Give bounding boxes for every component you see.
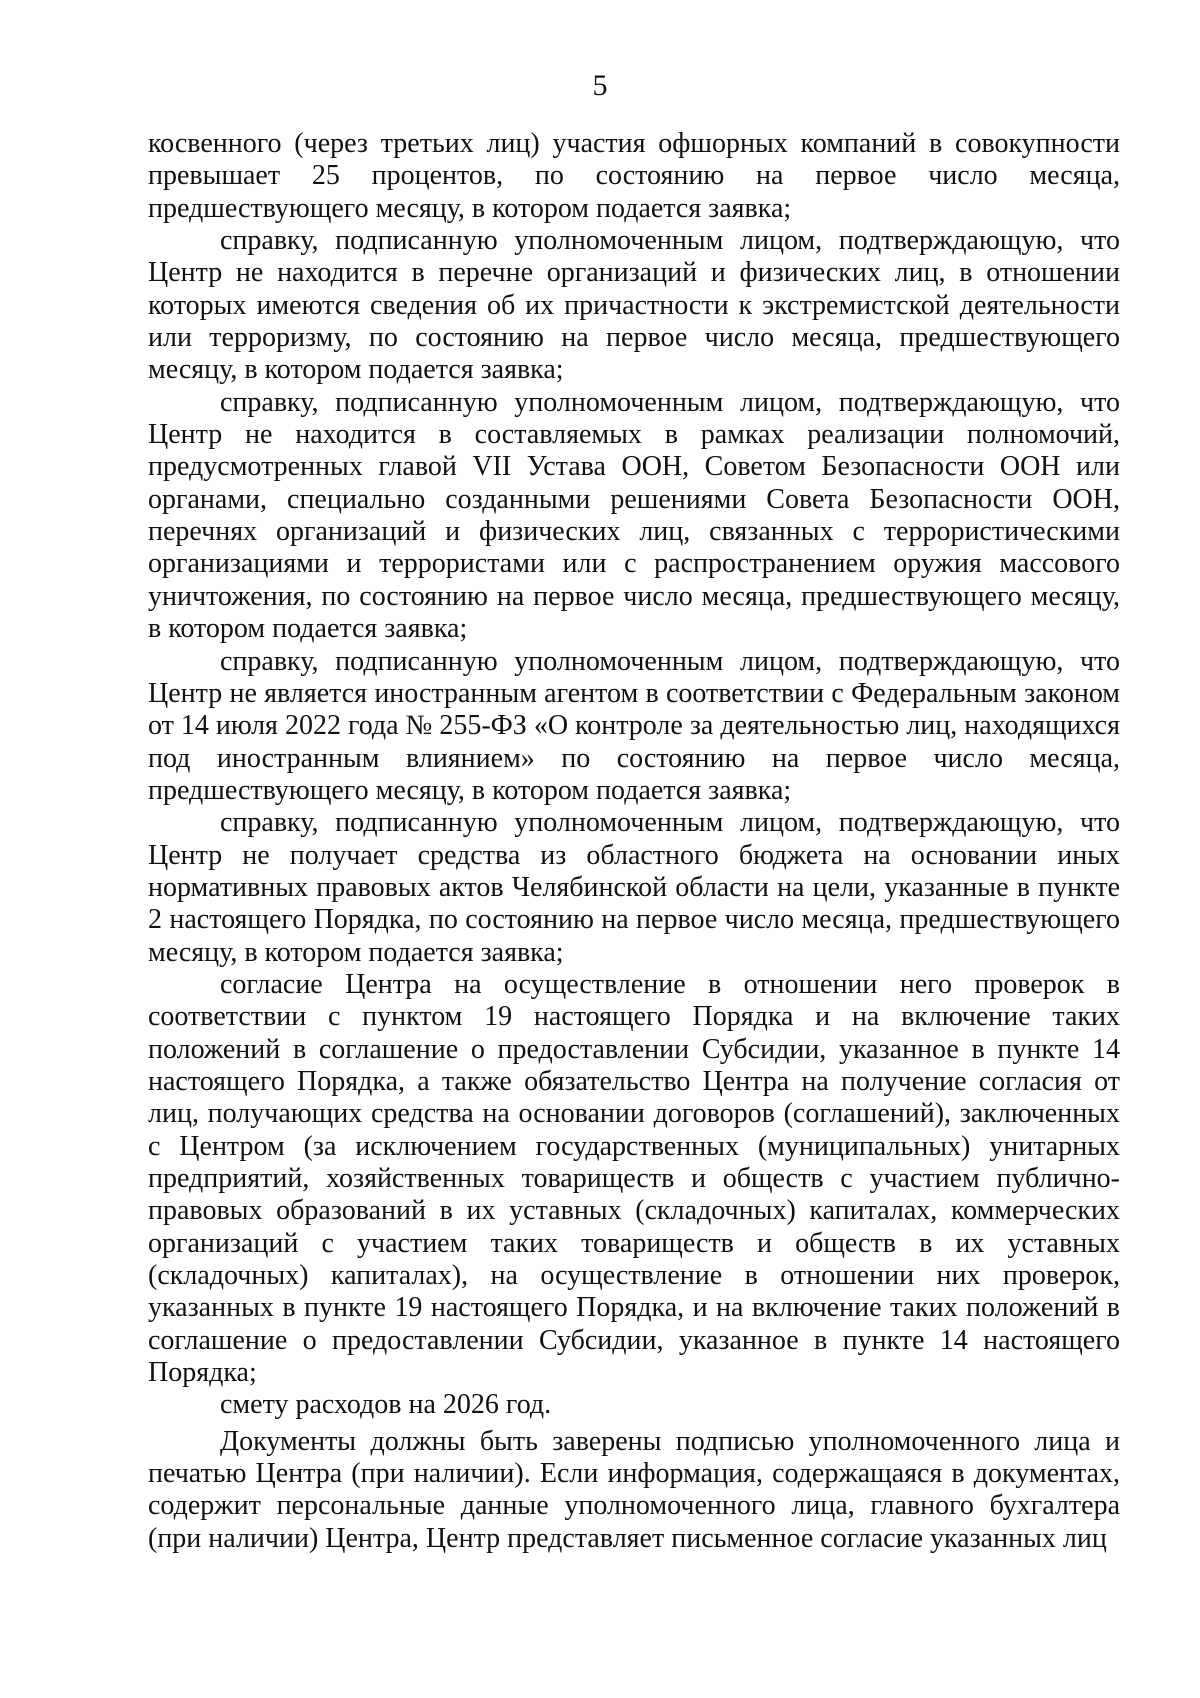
paragraph-budget-funds-certificate: справку, подписанную уполномоченным лицом, подтверждающую, что Центр не получает средства из областного бюджета на основании иных нормативных правовых актов Челябинской области на цели, указанные в пункте 2 настоящего Порядка, по состоянию на первое число месяца, предшествующего месяцу, в котором подается заявка; (148, 807, 1120, 968)
paragraph-extremism-certificate: справку, подписанную уполномоченным лицом, подтверждающую, что Центр не находится в перечне организаций и физических лиц, в отношении которых имеются сведения об их причастности к экстремистской деятельности или терроризму, по состоянию на первое число месяца, предшествующего месяцу, в котором подается заявка; (148, 225, 1120, 386)
paragraph-inspection-consent: согласие Центра на осуществление в отношении него проверок в соответствии с пунктом 19 настоящего Порядка и на включение таких положений в соглашение о предоставлении Субсидии, указанное в пункте 14 настоящего Порядка, а также обязательство Центра на получение согласия от лиц, получающих средства на основании договоров (соглашений), заключенных с Центром (за исключением государственных (муниципальных) унитарных предприятий, хозяйственных товариществ и обществ с участием публично-правовых образований в их уставных (складочных) капиталах, коммерческих организаций с участием таких товариществ и обществ в их уставных (складочных) капиталах), на осуществление в отношении них проверок, указанных в пункте 19 настоящего Порядка, и на включение таких положений в соглашение о предоставлении Субсидии, указанное в пункте 14 настоящего Порядка; (148, 968, 1120, 1389)
page-number: 5 (592, 69, 608, 102)
paragraph-cost-estimate: смету расходов на 2026 год. (220, 1389, 552, 1421)
paragraph-foreign-agent-certificate: справку, подписанную уполномоченным лицом, подтверждающую, что Центр не является иностранным агентом в соответствии с Федеральным законом от 14 июля 2022 года № 255-ФЗ «О контроле за деятельностью лиц, находящихся под иностранным влиянием» по состоянию на первое число месяца, предшествующего месяцу, в котором подается заявка; (148, 645, 1120, 806)
paragraph-offshore-continuation: косвенного (через третьих лиц) участия офшорных компаний в совокупности превышает 25 процентов, по состоянию на первое число месяца, предшествующего месяцу, в котором подается заявка; (148, 128, 1120, 224)
document-body (148, 128, 1120, 1555)
paragraph-un-lists-certificate: справку, подписанную уполномоченным лицом, подтверждающую, что Центр не находится в составляемых в рамках реализации полномочий, предусмотренных главой VII Устава ООН, Советом Безопасности ООН или органами, специально созданными решениями Совета Безопасности ООН, перечнях организаций и физических лиц, связанных с террористическими организациями и террористами или с распространением оружия массового уничтожения, по состоянию на первое число месяца, предшествующего месяцу, в котором подается заявка; (148, 386, 1120, 645)
paragraph-document-certification: Документы должны быть заверены подписью уполномоченного лица и печатью Центра (при наличии). Если информация, содержащаяся в документах, содержит персональные данные уполномоченного лица, главного бухгалтера (при наличии) Центра, Центр представляет письменное согласие указанных лиц (148, 1425, 1120, 1554)
